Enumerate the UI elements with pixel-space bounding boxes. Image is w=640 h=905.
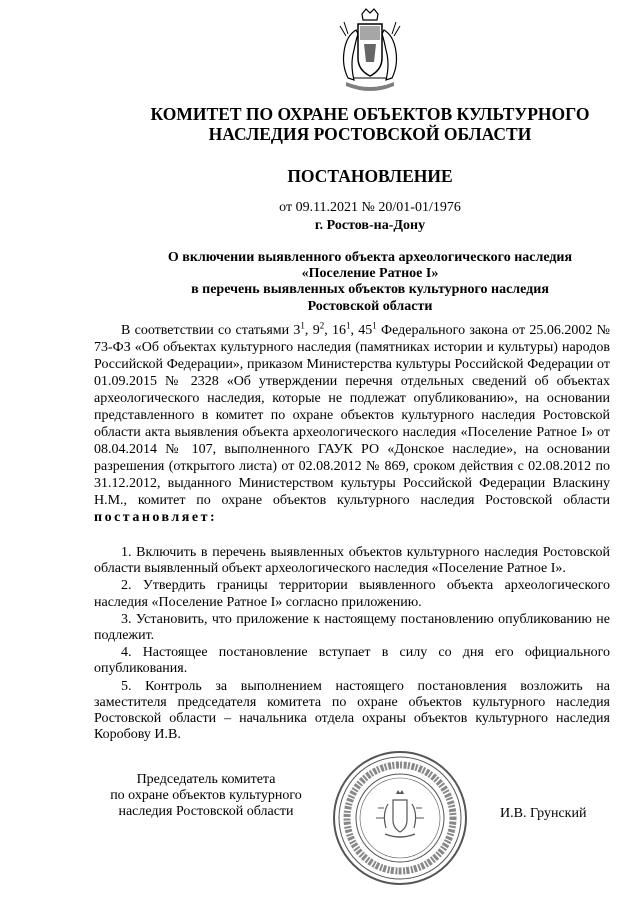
committee-name-line1: КОМИТЕТ ПО ОХРАНЕ ОБЪЕКТОВ КУЛЬТУРНОГО xyxy=(150,104,590,124)
preamble-text: , 45 xyxy=(350,323,373,338)
decree-item-5: 5. Контроль за выполнением настоящего постановления возложить на заместителя председателя комитета по охране объектов культурного наследия Ростовской области – начальника отдела охраны объектов культурного наследия Коробову И.В. xyxy=(94,678,610,743)
coat-of-arms-icon xyxy=(334,8,406,94)
committee-name xyxy=(100,104,640,144)
signatory-title xyxy=(94,772,318,821)
decree-item-4: 4. Настоящее постановление вступает в силу со дня его официального опубликования. xyxy=(94,645,610,677)
superscript: 1 xyxy=(300,320,305,331)
signatory-title-line1: Председатель комитета xyxy=(136,772,276,787)
superscript: 2 xyxy=(319,320,325,331)
signatory-title-line3: наследия Ростовской области xyxy=(118,804,294,820)
signatory-title-line2: по охране объектов культурного xyxy=(110,788,302,804)
document-date-number: от 09.11.2021 № 20/01-01/1976 xyxy=(279,200,461,215)
superscript: 1 xyxy=(345,320,351,331)
subject-line1: О включении выявленного объекта археологического наследия xyxy=(167,250,573,265)
subject-line2: «Поселение Ратное I» xyxy=(301,266,439,282)
decree-items xyxy=(94,545,610,744)
decree-item-3: 3. Установить, что приложение к настоящему постановлению опубликованию не подлежит. xyxy=(94,611,610,644)
preamble-text: Федерального закона от 25.06.2002 № 73-ФЗ «Об объектах культурного наследия (памятниках истории и культуры) народов Российской Федерации», приказом Министерства культуры Российской Федерации от 01.09.2015 № 2328 «Об утверждении перечня отдельных сведений об объектах археологического наследия, которые не подлежат опубликованию», на основании представленного в комитет по охране объектов культурного наследия Ростовской области акта выявления объекта археологического наследия «Поселение Ратное I» от 08.04.2014 № 107, выполненного ГАУК РО «Донское наследие», на основании разрешения (открытого листа) от 02.08.2012 № 869, сроком действия с 02.08.2012 по 31.12.2012, выданного Министерством культуры Российской Федерации Власкину Н.М., комитет по охране объектов культурного наследия Ростовской области xyxy=(94,323,611,508)
subject-line3: в перечень выявленных объектов культурного наследия xyxy=(191,282,549,298)
decree-item-1: 1. Включить в перечень выявленных объектов культурного наследия Ростовской области выявленный объект археологического наследия «Поселение Ратное I». xyxy=(94,545,610,577)
committee-name-line2: НАСЛЕДИЯ РОСТОВСКОЙ ОБЛАСТИ xyxy=(208,124,532,144)
official-seal-icon xyxy=(330,748,470,888)
preamble-paragraph xyxy=(94,322,610,526)
preamble-text: , 16 xyxy=(324,323,346,338)
document-type: ПОСТАНОВЛЕНИЕ xyxy=(287,166,453,186)
document-subject xyxy=(100,250,640,315)
decree-word: постановляет: xyxy=(94,510,218,525)
decree-item-2: 2. Утвердить границы территории выявленного объекта археологического наследия «Поселение Ратное I» согласно приложению. xyxy=(94,578,610,610)
superscript: 1 xyxy=(372,320,377,331)
preamble-text: , 9 xyxy=(304,323,320,338)
document-city: г. Ростов-на-Дону xyxy=(314,218,426,233)
subject-line4: Ростовской области xyxy=(307,298,433,314)
signatory-name: И.В. Грунский xyxy=(500,806,587,821)
preamble-text: В соответствии со статьями 3 xyxy=(121,323,301,338)
